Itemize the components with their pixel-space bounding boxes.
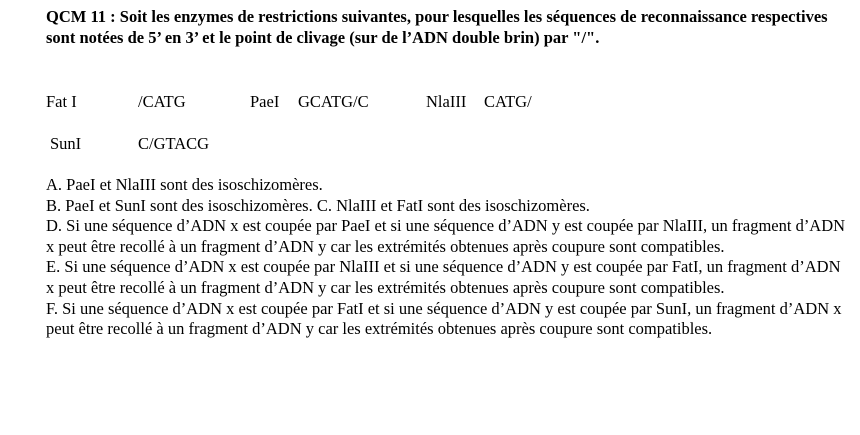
- enzyme-name-nlaiii: NlaIII: [426, 92, 467, 111]
- enzyme-site-suni: C/GTACG: [138, 134, 210, 153]
- enzyme-site-fati: /CATG: [138, 92, 186, 111]
- enzyme-name-fati: Fat I: [46, 92, 77, 111]
- enzyme-name-suni: SunI: [50, 134, 82, 153]
- answer-a: A. PaeI et NlaIII sont des isoschizomères.: [46, 175, 323, 194]
- answer-f: F. Si une séquence d’ADN x est coupée par FatI et si une séquence d’ADN y est coupée par SunI, un fragment d’ADN x peut être recollé à un fragment d’ADN y car les extrémités obtenues après coupure sont compatibles.: [46, 298, 842, 339]
- answer-e: E. Si une séquence d’ADN x est coupée par NlaIII et si une séquence d’ADN y est coupée par FatI, un fragment d’ADN x peut être recollé à un fragment d’ADN y car les extrémités obtenues après coupure sont compatibles.: [46, 257, 841, 297]
- answer-list: [46, 175, 846, 340]
- question-title: QCM 11 : Soit les enzymes de restrictions suivantes, pour lesquelles les séquences de reconnaissance respectives sont notées de 5’ en 3’ et le point de clivage (sur de l’ADN double brin) par "/".: [46, 7, 828, 47]
- answer-d: D. Si une séquence d’ADN x est coupée par PaeI et si une séquence d’ADN y est coupée par NlaIII, un fragment d’ADN x peut être recollé à un fragment d’ADN y car les extrémités obtenues après coupure sont compatibles.: [46, 216, 846, 256]
- enzyme-site-nlaiii: CATG/: [484, 92, 532, 111]
- enzyme-name-paei: PaeI: [250, 92, 280, 111]
- enzyme-site-paei: GCATG/C: [298, 92, 369, 111]
- answer-b-c: B. PaeI et SunI sont des isoschizomères. C. NlaIII et FatI sont des isoschizomères.: [46, 195, 590, 215]
